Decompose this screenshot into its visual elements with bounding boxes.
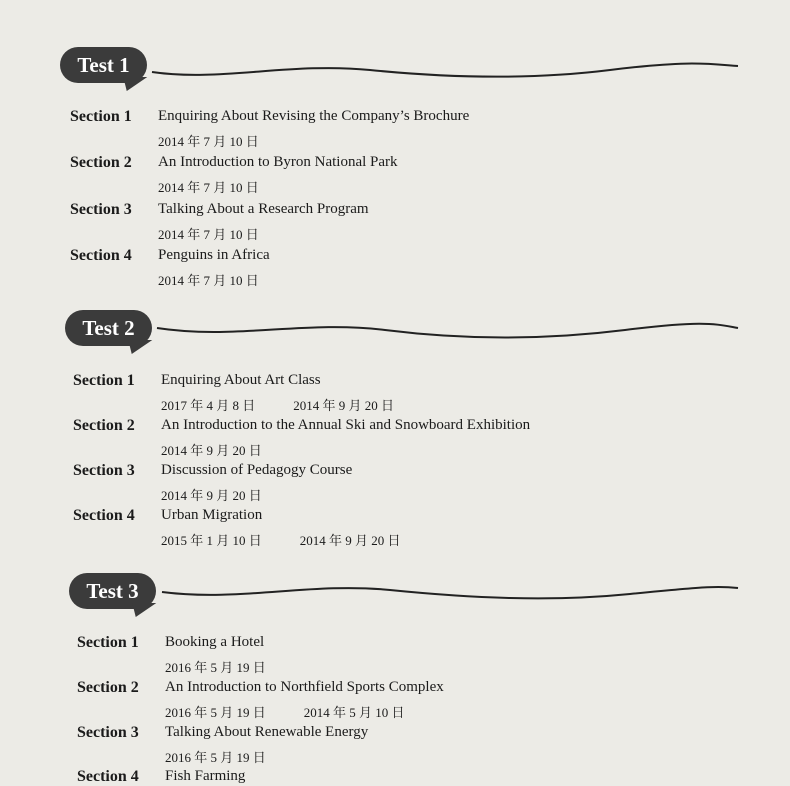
badge-tail-icon [117,77,148,91]
section-dates [161,530,439,549]
section-dates [158,270,297,289]
wavy-divider-icon [150,58,740,82]
test-badge [69,573,156,609]
test-badge [60,47,147,83]
exam-date: 2017 年 4 月 8 日 [161,398,256,413]
section-title: Talking About Renewable Energy [165,724,369,740]
exam-date: 2014 年 9 月 20 日 [299,533,401,548]
section-dates [161,395,432,414]
section-dates [158,224,297,243]
section-dates [158,177,297,196]
section-title: Discussion of Pedagogy Course [161,462,353,478]
test-badge [65,310,152,346]
exam-date: 2015 年 1 月 10 日 [161,533,262,548]
section-label: Section 2 [73,417,135,434]
section-label: Section 1 [77,634,139,651]
exam-date: 2016 年 5 月 19 日 [165,705,266,720]
test-label: Test 2 [82,316,135,340]
section-label: Section 1 [73,372,135,389]
exam-date: 2014 年 9 月 20 日 [161,443,262,458]
section-title: An Introduction to Byron National Park [158,154,398,170]
exam-date: 2014 年 7 月 10 日 [158,273,259,288]
test-label: Test 3 [86,579,139,603]
section-dates [165,657,304,676]
section-dates [161,440,300,459]
section-label: Section 2 [77,679,139,696]
section-label: Section 1 [70,108,132,125]
badge-tail-icon [122,340,153,354]
exam-date: 2016 年 5 月 19 日 [165,750,266,765]
test-label: Test 1 [77,53,130,77]
section-title: Urban Migration [161,507,263,523]
section-title: Talking About a Research Program [158,201,369,217]
section-dates [165,747,304,766]
exam-date: 2014 年 7 月 10 日 [158,180,259,195]
section-label: Section 3 [73,462,135,479]
exam-date: 2016 年 5 月 19 日 [165,660,266,675]
section-dates [165,702,443,721]
badge-tail-icon [126,603,157,617]
exam-date: 2014 年 9 月 20 日 [161,488,262,503]
exam-date: 2014 年 7 月 10 日 [158,134,259,149]
section-label: Section 3 [77,724,139,741]
section-label: Section 2 [70,154,132,171]
section-title: Booking a Hotel [165,634,265,650]
section-label: Section 4 [73,507,135,524]
section-title: An Introduction to the Annual Ski and Snowboard Exhibition [161,417,531,433]
section-label: Section 4 [70,247,132,264]
wavy-divider-icon [160,580,740,604]
section-title: Enquiring About Revising the Company’s Brochure [158,108,470,124]
section-label: Section 4 [77,768,139,785]
section-title: Penguins in Africa [158,247,270,263]
section-dates [161,485,300,504]
section-title: An Introduction to Northfield Sports Complex [165,679,444,695]
wavy-divider-icon [155,318,740,342]
exam-date: 2014 年 7 月 10 日 [158,227,259,242]
section-title: Fish Farming [165,768,246,784]
section-dates [158,131,297,150]
section-label: Section 3 [70,201,132,218]
exam-date: 2014 年 9 月 20 日 [293,398,395,413]
section-title: Enquiring About Art Class [161,372,321,388]
exam-date: 2014 年 5 月 10 日 [303,705,405,720]
